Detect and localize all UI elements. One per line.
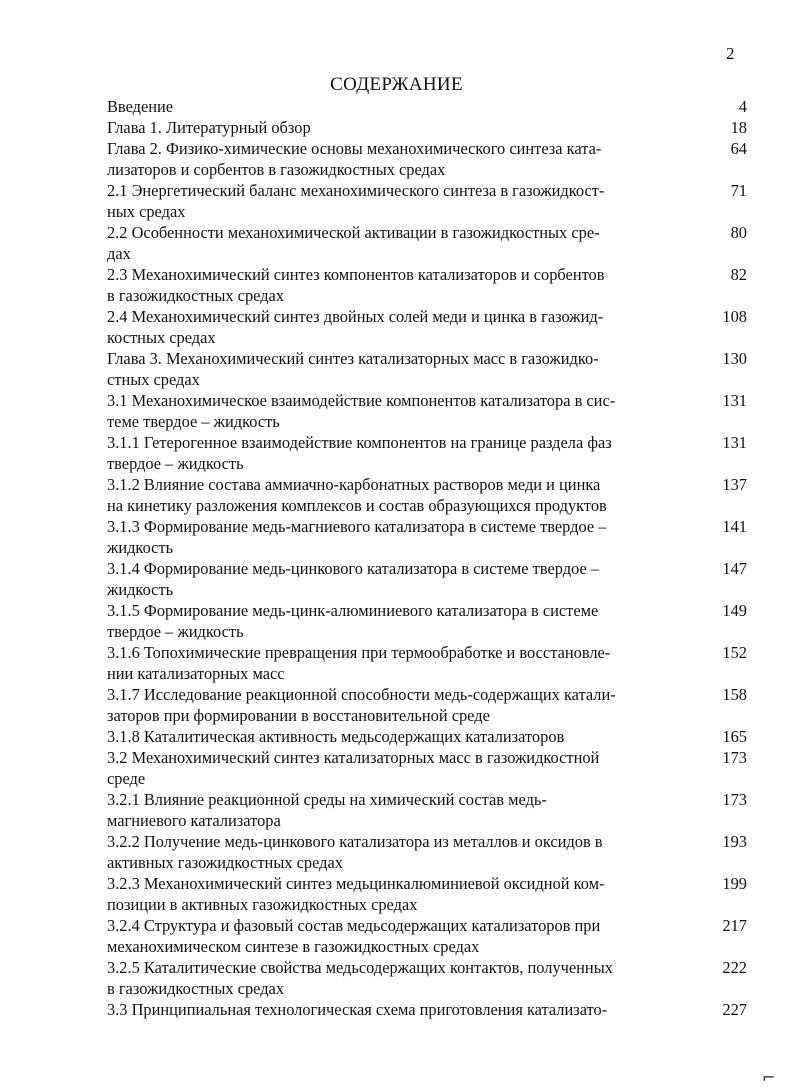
toc-entry-page: 222: [722, 958, 747, 977]
toc-entry: [107, 558, 747, 600]
toc-entry-title: [107, 642, 693, 684]
toc-entry-line: стных средах: [107, 370, 200, 389]
toc-entry-line: в газожидкостных средах: [107, 286, 285, 305]
toc-entry: [107, 957, 747, 999]
toc-entry-title: [107, 348, 693, 390]
toc-entry-line: 3.2.3 Механохимический синтез медьцинкалюминиевой оксидной ком-: [107, 874, 605, 893]
toc-entry-line: 3.1.8 Каталитическая активность медьсодержащих катализаторов: [107, 727, 565, 746]
toc-entry-line: активных газожидкостных средах: [107, 853, 343, 872]
page-title: СОДЕРЖАНИЕ: [330, 74, 463, 95]
toc-entry-line: Глава 1. Литературный обзор: [107, 118, 311, 137]
toc-entry: [107, 873, 747, 915]
toc-entry: [107, 306, 747, 348]
toc-entry: [107, 747, 747, 789]
toc-entry-line: 3.2.1 Влияние реакционной среды на химический состав медь-: [107, 790, 547, 809]
toc-entry-page: 108: [722, 307, 747, 326]
toc-entry-title: [107, 516, 693, 558]
toc-entry-line: Глава 2. Физико-химические основы механохимического синтеза ката-: [107, 139, 602, 158]
toc-entry: [107, 96, 747, 117]
toc-entry-line: Введение: [107, 97, 174, 116]
toc-entry-line: магниевого катализатора: [107, 811, 281, 830]
toc-entry-title: [107, 957, 693, 999]
toc-entry-line: 3.2.2 Получение медь-цинкового катализатора из металлов и оксидов в: [107, 832, 603, 851]
toc-entry-line: теме твердое – жидкость: [107, 412, 280, 431]
toc-entry-page: 141: [722, 517, 747, 536]
toc-entry-line: костных средах: [107, 328, 216, 347]
toc-entry-page: 173: [722, 790, 747, 809]
toc-entry-line: позиции в активных газожидкостных средах: [107, 895, 418, 914]
toc-entry: [107, 180, 747, 222]
toc-entry: [107, 642, 747, 684]
toc-entry-line: 2.1 Энергетический баланс механохимического синтеза в газожидкост-: [107, 181, 605, 200]
toc-entry: [107, 684, 747, 726]
toc-entry-line: 3.1.4 Формирование медь-цинкового катализатора в системе твердое –: [107, 559, 600, 578]
toc-entry-title: [107, 915, 693, 957]
toc-entry: [107, 999, 747, 1020]
toc-entry-page: 4: [738, 97, 747, 116]
toc-entry: [107, 348, 747, 390]
toc-entry-line: 3.2.4 Структура и фазовый состав медьсодержащих катализаторов при: [107, 916, 601, 935]
toc-entry-line: 3.3 Принципиальная технологическая схема приготовления катализато-: [107, 1000, 608, 1019]
toc-entry-line: ных средах: [107, 202, 186, 221]
toc-entry-title: [107, 789, 693, 831]
toc-entry-page: 64: [730, 139, 747, 158]
toc-entry-line: лизаторов и сорбентов в газожидкостных средах: [107, 160, 446, 179]
toc-entry: [107, 831, 747, 873]
toc-entry-line: нии катализаторных масс: [107, 664, 285, 683]
toc-entry-line: жидкость: [107, 538, 174, 557]
toc-entry-page: 173: [722, 748, 747, 767]
toc-entry-title: [107, 726, 693, 747]
toc-entry-title: [107, 138, 693, 180]
toc-entry-page: 152: [722, 643, 747, 662]
toc-entry-page: 149: [722, 601, 747, 620]
toc-entry-page: 147: [722, 559, 747, 578]
toc-entry-line: дах: [107, 244, 131, 263]
toc-entry-title: [107, 432, 693, 474]
toc-entry-line: 3.1.1 Гетерогенное взаимодействие компонентов на границе раздела фаз: [107, 433, 612, 452]
toc-entry-line: 3.1.2 Влияние состава аммиачно-карбонатных растворов меди и цинка: [107, 475, 601, 494]
toc-entry-line: в газожидкостных средах: [107, 979, 285, 998]
toc-entry-page: 165: [722, 727, 747, 746]
toc-entry-line: твердое – жидкость: [107, 622, 244, 641]
scan-mark-icon: ⌐: [762, 1068, 776, 1087]
toc-entry-title: [107, 558, 693, 600]
toc-entry-line: 3.1.7 Исследование реакционной способности медь-содержащих катали-: [107, 685, 616, 704]
toc-entry-page: 71: [730, 181, 747, 200]
toc-entry-line: 2.4 Механохимический синтез двойных солей меди и цинка в газожид-: [107, 307, 604, 326]
toc-entry-page: 131: [722, 391, 747, 410]
toc-entry: [107, 915, 747, 957]
toc-entry-line: жидкость: [107, 580, 174, 599]
toc-entry: [107, 222, 747, 264]
toc-entry-page: 130: [722, 349, 747, 368]
toc-entry-title: [107, 180, 693, 222]
toc-entry-line: 2.3 Механохимический синтез компонентов катализаторов и сорбентов: [107, 265, 605, 284]
toc-entry-line: 3.1.3 Формирование медь-магниевого катализатора в системе твердое –: [107, 517, 607, 536]
toc-entry-title: [107, 117, 693, 138]
toc-entry-title: [107, 684, 693, 726]
toc-entry-title: [107, 747, 693, 789]
toc-entry-line: Глава 3. Механохимический синтез катализаторных масс в газожидко-: [107, 349, 599, 368]
toc-entry-line: 3.1 Механохимическое взаимодействие компонентов катализатора в сис-: [107, 391, 616, 410]
toc-entry: [107, 516, 747, 558]
toc-entry-title: [107, 999, 693, 1020]
toc-entry-title: [107, 474, 693, 516]
toc-entry: [107, 600, 747, 642]
toc-entry-page: 137: [722, 475, 747, 494]
toc-entry-title: [107, 306, 693, 348]
toc-entry-line: на кинетику разложения комплексов и состав образующихся продуктов: [107, 496, 607, 515]
toc-entry: [107, 432, 747, 474]
toc-entry-line: 3.2.5 Каталитические свойства медьсодержащих контактов, полученных: [107, 958, 613, 977]
toc-entry-page: 80: [730, 223, 747, 242]
toc-entry: [107, 138, 747, 180]
toc-entry: [107, 264, 747, 306]
toc-entry-line: заторов при формировании в восстановительной среде: [107, 706, 490, 725]
toc-entry-line: твердое – жидкость: [107, 454, 244, 473]
table-of-contents: [107, 96, 747, 1020]
toc-entry-page: 227: [722, 1000, 747, 1019]
toc-entry-line: механохимическом синтезе в газожидкостных средах: [107, 937, 480, 956]
toc-entry: [107, 726, 747, 747]
toc-entry-title: [107, 600, 693, 642]
toc-entry-page: 193: [722, 832, 747, 851]
toc-entry-title: [107, 873, 693, 915]
toc-entry-title: [107, 390, 693, 432]
toc-entry-page: 18: [730, 118, 747, 137]
toc-entry-page: 199: [722, 874, 747, 893]
toc-entry: [107, 390, 747, 432]
toc-entry-line: 2.2 Особенности механохимической активации в газожидкостных сре-: [107, 223, 600, 242]
toc-entry: [107, 474, 747, 516]
toc-entry: [107, 117, 747, 138]
toc-entry-page: 131: [722, 433, 747, 452]
toc-entry-line: 3.2 Механохимический синтез катализаторных масс в газожидкостной: [107, 748, 600, 767]
toc-entry-line: среде: [107, 769, 146, 788]
toc-entry-page: 217: [722, 916, 747, 935]
toc-entry-title: [107, 831, 693, 873]
toc-entry-page: 82: [730, 265, 747, 284]
toc-entry-title: [107, 222, 693, 264]
toc-entry: [107, 789, 747, 831]
toc-entry-line: 3.1.5 Формирование медь-цинк-алюминиевого катализатора в системе: [107, 601, 599, 620]
toc-entry-title: [107, 96, 693, 117]
page-number: 2: [726, 44, 735, 63]
toc-entry-page: 158: [722, 685, 747, 704]
toc-entry-line: 3.1.6 Топохимические превращения при термообработке и восстановле-: [107, 643, 611, 662]
toc-entry-title: [107, 264, 693, 306]
